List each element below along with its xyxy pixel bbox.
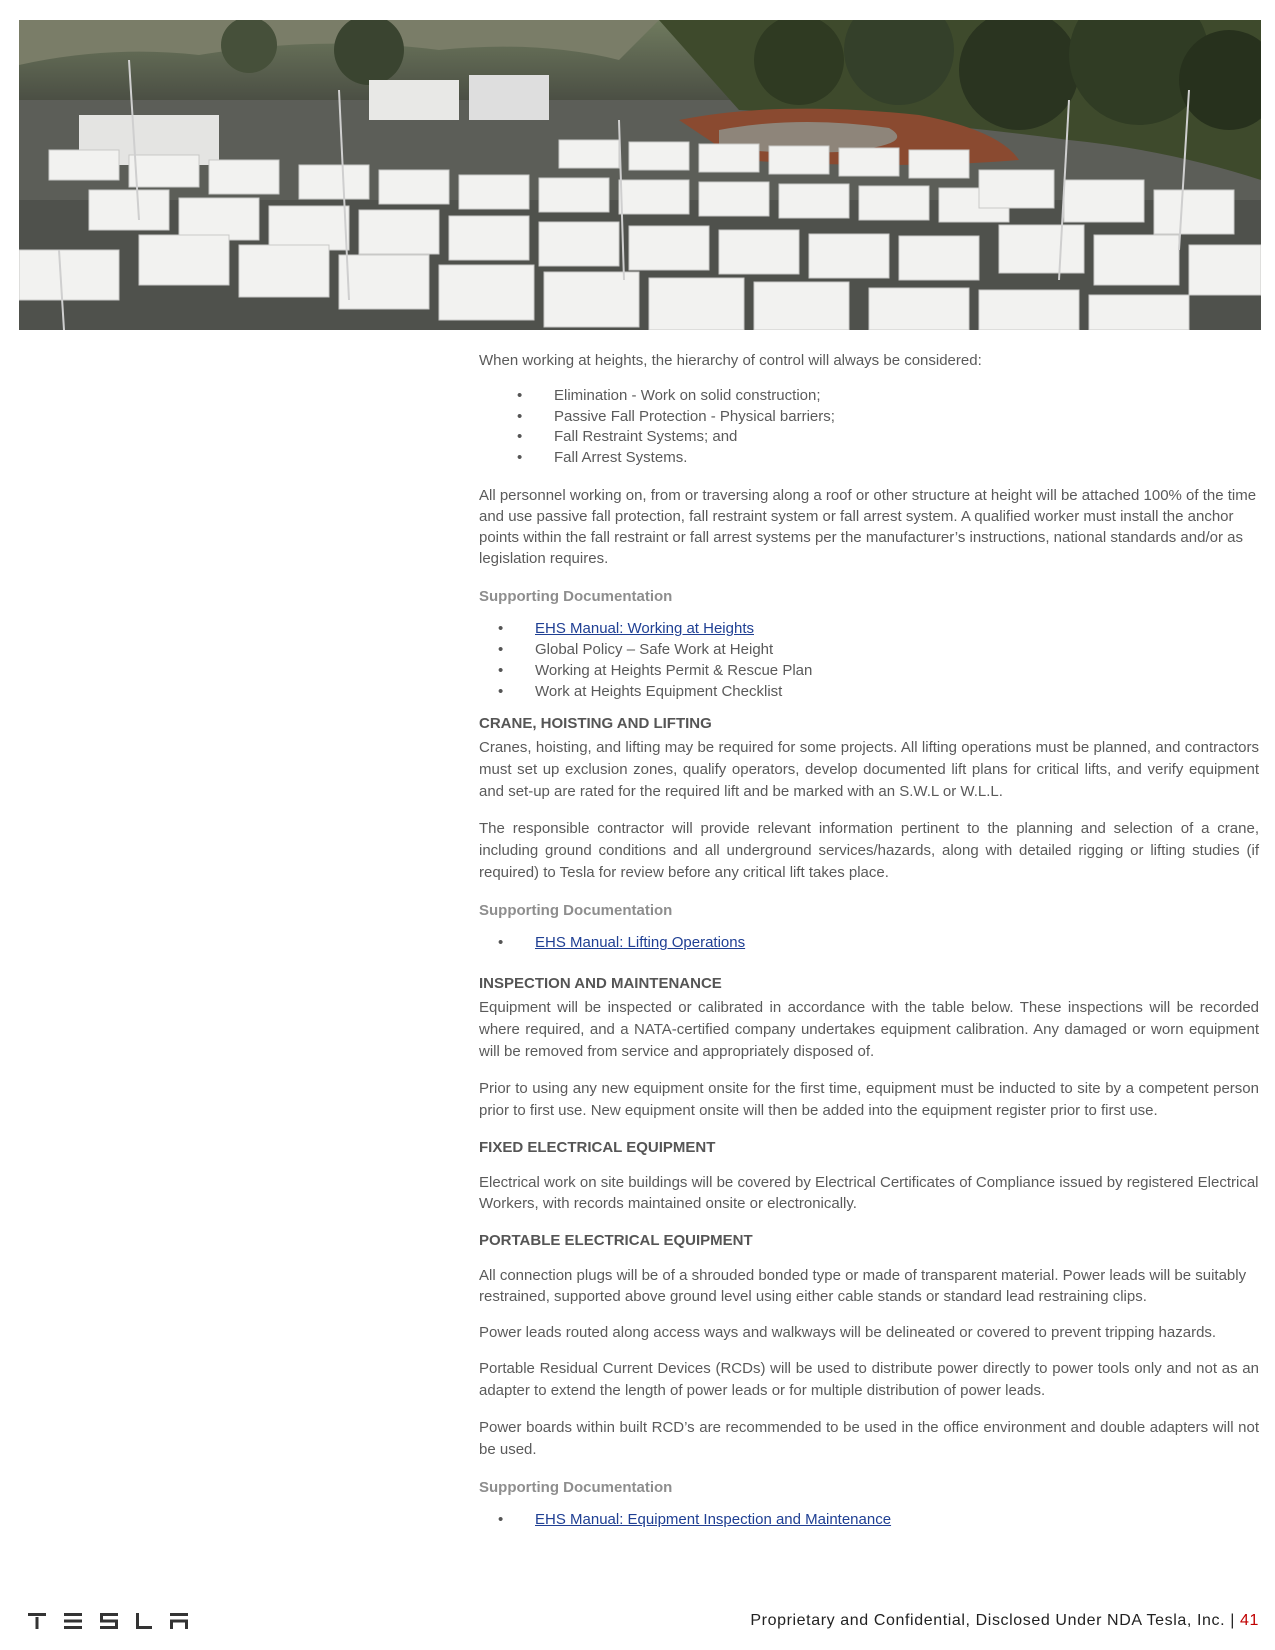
- list-item: • Work at Heights Equipment Checklist: [479, 681, 1259, 702]
- crane-heading: CRANE, HOISTING AND LIFTING: [479, 715, 712, 732]
- fixed-electrical-paragraph: Electrical work on site buildings will be covered by Electrical Certificates of Compliance issued by registered Electrical Workers, with records maintained onsite or electronically.: [479, 1174, 1259, 1212]
- footer-text: Proprietary and Confidential, Disclosed Under NDA Tesla, Inc. |: [750, 1612, 1235, 1629]
- supporting-documentation-heading: Supporting Documentation: [479, 1479, 673, 1496]
- portable-paragraph-4: Power boards within built RCD’s are recommended to be used in the office environment and double adapters will not be used.: [479, 1419, 1259, 1458]
- tesla-wordmark-icon: [28, 1612, 188, 1630]
- tesla-logo: [28, 1612, 188, 1635]
- heights-docs-list: [479, 618, 1259, 702]
- list-item[interactable]: [479, 618, 1259, 639]
- page-body: [479, 350, 1259, 1547]
- inspection-paragraph-1: Equipment will be inspected or calibrated in accordance with the table below. These inspections will be recorded where required, and a NATA-certified company undertakes equipment calibration. Any damaged or worn equipment will be removed from service and appropriately disposed of.: [479, 999, 1259, 1060]
- lifting-operations-link[interactable]: EHS Manual: Lifting Operations: [535, 934, 746, 951]
- inspection-paragraph-2: Prior to using any new equipment onsite for the first time, equipment must be inducted to site by a competent person prior to first use. New equipment onsite will then be added into the equipment register prior to first use.: [479, 1080, 1259, 1119]
- fixed-electrical-heading: FIXED ELECTRICAL EQUIPMENT: [479, 1139, 716, 1156]
- crane-paragraph-1: Cranes, hoisting, and lifting may be required for some projects. All lifting operations must be planned, and contractors must set up exclusion zones, qualify operators, develop documented lift plans for critical lifts, and verify equipment and set-up are rated for the required lift and be marked with an S.W.L or W.L.L.: [479, 739, 1259, 800]
- personnel-paragraph: All personnel working on, from or traversing along a roof or other structure at height will be attached 100% of the time and use passive fall protection, fall restraint system or fall arrest system. A qualified worker must install the anchor points within the fall restraint or fall arrest systems per the manufacturer’s instructions, national standards and/or as legislation requires.: [479, 487, 1257, 567]
- list-item: • Elimination - Work on solid construction;: [479, 386, 1259, 407]
- equipment-inspection-link[interactable]: EHS Manual: Equipment Inspection and Maintenance: [535, 1511, 892, 1528]
- battery-site-illustration: [19, 20, 1261, 330]
- portable-electrical-heading: PORTABLE ELECTRICAL EQUIPMENT: [479, 1232, 753, 1249]
- list-item[interactable]: [479, 1509, 1259, 1530]
- supporting-documentation-heading: Supporting Documentation: [479, 588, 673, 605]
- list-item: • Fall Arrest Systems.: [479, 448, 1259, 469]
- lifting-docs-list: [479, 932, 1259, 953]
- inspection-heading: INSPECTION AND MAINTENANCE: [479, 975, 722, 992]
- crane-paragraph-2: The responsible contractor will provide relevant information pertinent to the planning and selection of a crane, including ground conditions and all underground services/hazards, along with detailed rigging or lifting studies (if required) to Tesla for review before any critical lift takes place.: [479, 820, 1259, 881]
- working-at-heights-link[interactable]: EHS Manual: Working at Heights: [535, 620, 754, 637]
- list-item: • Fall Restraint Systems; and: [479, 427, 1259, 448]
- intro-text: When working at heights, the hierarchy of control will always be considered:: [479, 352, 982, 369]
- page-number: 41: [1240, 1612, 1259, 1629]
- list-item: • Working at Heights Permit & Rescue Plan: [479, 660, 1259, 681]
- hero-photo: [19, 20, 1261, 330]
- footer-confidentiality: [750, 1612, 1259, 1630]
- portable-paragraph-3: Portable Residual Current Devices (RCDs) will be used to distribute power directly to power tools only and not as an adapter to extend the length of power leads or for multiple distribution of power leads.: [479, 1360, 1259, 1399]
- hierarchy-list: [479, 386, 1259, 468]
- supporting-documentation-heading: Supporting Documentation: [479, 902, 673, 919]
- list-item: • Passive Fall Protection - Physical barriers;: [479, 407, 1259, 428]
- list-item: • Global Policy – Safe Work at Height: [479, 639, 1259, 660]
- inspection-docs-list: [479, 1509, 1259, 1530]
- list-item[interactable]: [479, 932, 1259, 953]
- portable-paragraph-2: Power leads routed along access ways and walkways will be delineated or covered to prevent tripping hazards.: [479, 1324, 1217, 1341]
- portable-paragraph-1: All connection plugs will be of a shrouded bonded type or made of transparent material. Power leads will be suitably restrained, supported above ground level using either cable stands or standard lead restraining clips.: [479, 1267, 1247, 1305]
